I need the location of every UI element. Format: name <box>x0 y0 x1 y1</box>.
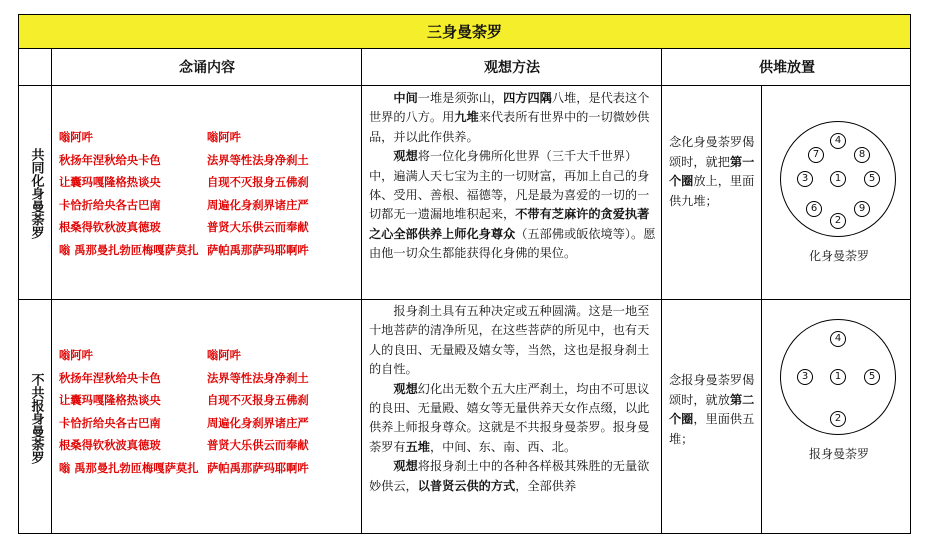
offering-heap-number: 7 <box>808 147 824 163</box>
row-label-text: 共同化身曼荼罗 <box>28 147 44 239</box>
emphasis-text: 以普贤云供的方式 <box>417 478 516 493</box>
method-paragraph <box>369 380 659 458</box>
chant-line <box>59 195 359 218</box>
chant-tibetan: 秋扬年涅秋给央卡色 <box>59 371 161 385</box>
chant-tibetan: 根桑得钦秋波真德玻 <box>59 439 161 452</box>
body-text: ，全部供养 <box>515 478 577 493</box>
grid-line <box>761 85 762 533</box>
body-text: （五部佛或皈依境等）。愿由他一切众生都能获得化身佛的果位。 <box>369 226 656 261</box>
row-label <box>19 301 53 534</box>
chant-meaning: 法界等性法身净刹土 <box>207 153 309 167</box>
table-title: 三身曼荼罗 <box>19 15 910 49</box>
chant-meaning: 普贤大乐供云而奉献 <box>207 221 309 234</box>
chant-tibetan: 嗡阿吽 <box>59 349 93 362</box>
offering-heap-number: 3 <box>797 171 813 187</box>
body-text: 来代表所有世界中的一切微妙供品，并以此作供养。 <box>369 110 650 144</box>
emphasis-text: 第一个圈 <box>669 154 755 188</box>
method-block <box>369 89 659 264</box>
mandala-diagram-sambhogakaya <box>769 319 909 469</box>
chant-tibetan: 嗡阿吽 <box>59 131 93 144</box>
offering-heap-number: 4 <box>830 133 846 149</box>
chant-meaning: 萨帕禹那萨玛耶啊吽 <box>207 461 309 475</box>
chant-meaning: 嗡阿吽 <box>207 131 241 144</box>
header-placement: 供堆放置 <box>759 60 815 76</box>
grid-line <box>661 49 662 533</box>
body-text: 八堆，是代表这个世界的八方。用 <box>369 91 650 125</box>
body-text: 将报身刹土中的各种各样极其殊胜的无量欲妙供云， <box>369 459 650 493</box>
chant-line <box>59 435 359 458</box>
body-text: 放上，里面供九堆； <box>669 174 755 208</box>
mandala-diagram-nirmanakaya <box>769 121 909 271</box>
method-paragraph <box>369 147 659 263</box>
body-text: 将一位化身佛所化世界（三千大千世界）中，遍满人天七宝为主的一切财富，再加上自己的身体、受用、善根、福德等，凡是最为喜爱的一切的一切都无一遗漏地堆积起来， <box>369 149 650 222</box>
chant-tibetan: 嗡 禹那曼扎勃匝梅嘎萨莫扎 <box>59 243 199 257</box>
emphasis-text: 第二个圈 <box>669 392 755 426</box>
chant-meaning: 自现不灭报身五佛刹 <box>207 394 309 407</box>
offering-heap-number: 1 <box>830 171 846 187</box>
chant-line <box>59 127 359 150</box>
chant-line <box>59 368 359 391</box>
offering-heap-number: 2 <box>830 213 846 229</box>
emphasis-text: 观想 <box>393 459 418 474</box>
chant-line <box>59 150 359 173</box>
chant-meaning: 自现不灭报身五佛刹 <box>207 176 309 189</box>
body-text: 幻化出无数个五大庄严刹土，均由不可思议的良田、无量殿、嬉女等无量供养天女作点缀，以此供养上师报身尊众。这就是不共报身曼荼罗。报身曼荼罗有 <box>369 381 650 454</box>
emphasis-text: 五堆 <box>405 439 430 454</box>
chant-line <box>59 345 359 368</box>
method-paragraph <box>369 302 659 380</box>
chant-line <box>59 390 359 413</box>
chant-meaning: 普贤大乐供云而奉献 <box>207 439 309 452</box>
offering-heap-number: 5 <box>864 369 880 385</box>
emphasis-text: 中间 <box>393 91 418 105</box>
grid-line <box>19 299 910 300</box>
chant-block <box>59 345 359 480</box>
placement-text <box>669 371 759 449</box>
row-label-text: 不共报身曼荼罗 <box>28 372 44 464</box>
grid-line <box>361 49 362 533</box>
row-label <box>19 87 53 299</box>
chant-tibetan: 卡恰折给央各古巴南 <box>59 416 161 430</box>
diagram-caption: 报身曼荼罗 <box>808 447 869 461</box>
emphasis-text: 观想 <box>393 149 418 164</box>
body-text: 念化身曼荼罗偈颂时，就把 <box>669 135 755 169</box>
chant-tibetan: 嗡 禹那曼扎勃匝梅嘎萨莫扎 <box>59 461 199 475</box>
header-method: 观想方法 <box>484 60 540 76</box>
chant-tibetan: 让囊玛嘎隆格热谈央 <box>59 394 161 407</box>
body-text: 一堆是须弥山， <box>417 91 504 105</box>
diagram-caption: 化身曼荼罗 <box>808 249 869 263</box>
body-text: ，里面供五堆； <box>669 412 755 446</box>
offering-heap-number: 6 <box>806 201 822 217</box>
chant-tibetan: 卡恰折给央各古巴南 <box>59 198 161 212</box>
method-block <box>369 302 659 496</box>
chant-line <box>59 240 359 263</box>
chant-meaning: 萨帕禹那萨玛耶啊吽 <box>207 243 309 257</box>
chant-line <box>59 217 359 240</box>
placement-text <box>669 133 759 211</box>
chant-line <box>59 172 359 195</box>
offering-heap-number: 9 <box>854 201 870 217</box>
offering-heap-number: 3 <box>797 369 813 385</box>
chant-meaning: 法界等性法身净刹土 <box>207 371 309 385</box>
emphasis-text: 观想 <box>393 381 418 396</box>
body-text: ，中间、东、南、西、北。 <box>429 439 577 454</box>
emphasis-text: 四方四隅 <box>503 91 552 105</box>
emphasis-text: 九堆 <box>454 110 479 125</box>
offering-heap-number: 1 <box>830 369 846 385</box>
offering-heap-number: 2 <box>830 411 846 427</box>
chant-tibetan: 秋扬年涅秋给央卡色 <box>59 153 161 167</box>
chant-meaning: 嗡阿吽 <box>207 349 241 362</box>
chant-line <box>59 413 359 436</box>
offering-heap-number: 8 <box>854 147 870 163</box>
mandala-table <box>18 14 911 534</box>
header-chant: 念诵内容 <box>179 60 235 76</box>
chant-meaning: 周遍化身刹界诸庄严 <box>207 198 309 212</box>
chant-block <box>59 127 359 262</box>
offering-heap-number: 5 <box>864 171 880 187</box>
offering-heap-number: 4 <box>830 331 846 347</box>
chant-tibetan: 让囊玛嘎隆格热谈央 <box>59 176 161 189</box>
emphasis-text: 不带有芝麻许的贪爱执著之心全部供养上师化身尊众 <box>369 207 650 241</box>
grid-line <box>19 85 910 86</box>
chant-tibetan: 根桑得钦秋波真德玻 <box>59 221 161 234</box>
method-paragraph <box>369 89 659 147</box>
chant-meaning: 周遍化身刹界诸庄严 <box>207 416 309 430</box>
method-paragraph <box>369 457 659 496</box>
body-text: 念报身曼荼罗偈颂时，就放 <box>669 373 755 407</box>
body-text: 报身刹土具有五种决定或五种圆满。这是一地至十地菩萨的清净所见，在这些菩萨的所见中，也有天人的良田、无量殿及嬉女等，当然，这也是报身刹土的自性。 <box>369 304 650 377</box>
chant-line <box>59 458 359 481</box>
